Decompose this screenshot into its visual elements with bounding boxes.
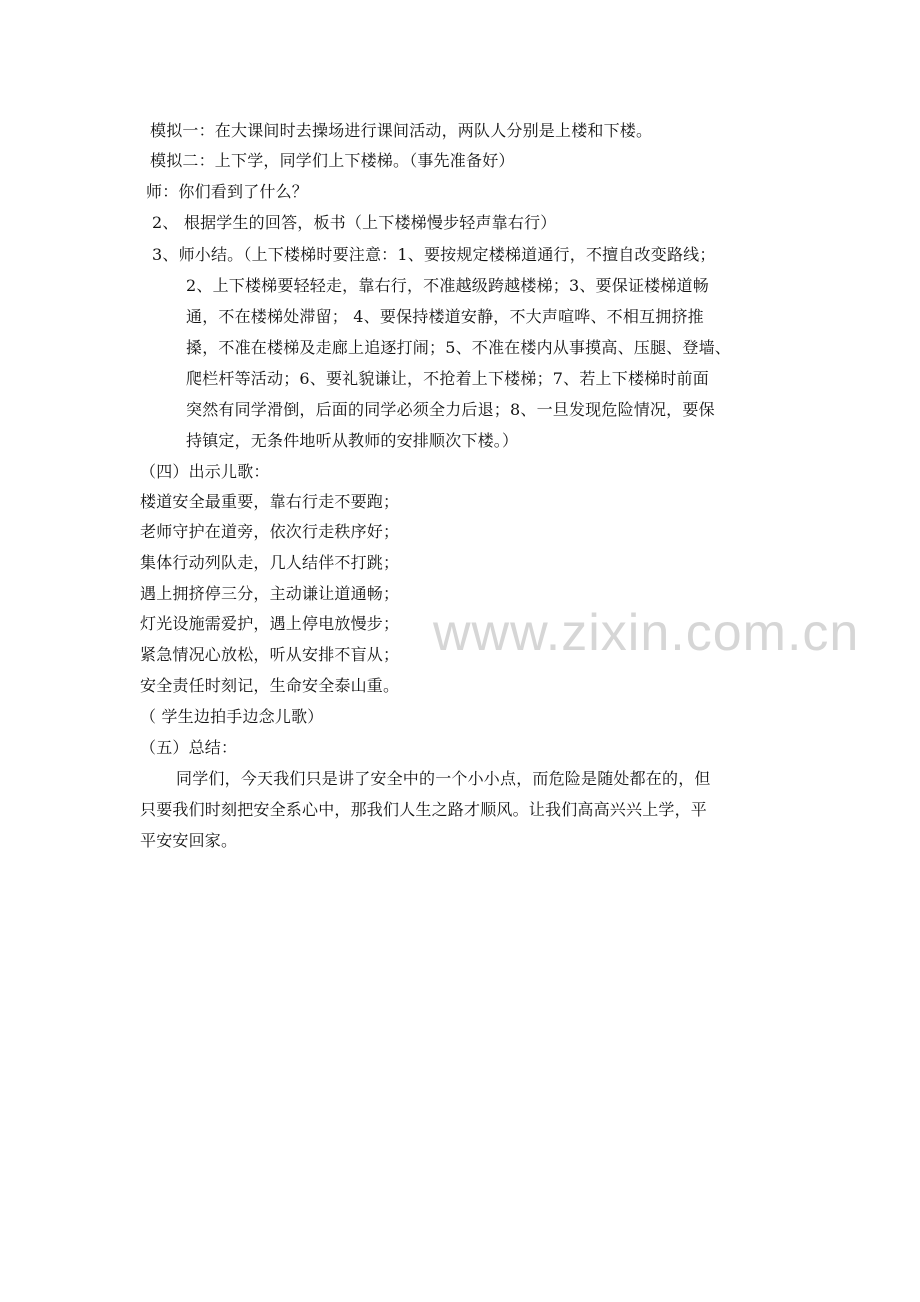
song-line-7: 安全责任时刻记，生命安全泰山重。	[140, 676, 400, 695]
text-line-step-3-cont-3: 搡，不准在楼梯及走廊上追逐打闹；5、不准在楼内从事摸高、压腿、登墙、	[186, 338, 731, 357]
summary-line-3: 平安安回家。	[140, 831, 238, 850]
song-line-2: 老师守护在道旁，依次行走秩序好；	[140, 522, 400, 541]
text-line-step-3-cont-4: 爬栏杆等活动；6、要礼貌谦让，不抢着上下楼梯；7、若上下楼梯时前面	[186, 369, 709, 388]
song-line-4: 遇上拥挤停三分，主动谦让道通畅；	[140, 584, 400, 603]
text-line-step-3-cont-6: 持镇定，无条件地听从教师的安排顺次下楼。）	[186, 431, 519, 450]
summary-line-2: 只要我们时刻把安全系心中，那我们人生之路才顺风。让我们高高兴兴上学，平	[140, 800, 708, 819]
text-line-step-3-cont-1: 2、上下楼梯要轻轻走，靠右行，不准越级跨越楼梯；3、要保证楼梯道畅	[186, 276, 709, 295]
text-line-step-3: 3、师小结。（上下楼梯时要注意：1、要按规定楼梯道通行，不擅自改变路线；	[152, 245, 716, 264]
song-line-1: 楼道安全最重要，靠右行走不要跑；	[140, 492, 400, 511]
section-heading-summary: （五）总结：	[140, 738, 238, 757]
watermark: www.zixin.com.cn	[433, 604, 860, 662]
text-line-step-3-cont-2: 通，不在楼梯处滞留； 4、要保持楼道安静，不大声喧哗、不相互拥挤推	[186, 307, 704, 326]
text-line-step-3-cont-5: 突然有同学滑倒，后面的同学必须全力后退；8、一旦发现危险情况，要保	[186, 400, 715, 419]
song-line-3: 集体行动列队走，几人结伴不打跳；	[140, 553, 400, 572]
song-line-5: 灯光设施需爱护，遇上停电放慢步；	[140, 614, 400, 633]
summary-line-1: 同学们，今天我们只是讲了安全中的一个小小点，而危险是随处都在的，但	[176, 769, 711, 788]
section-heading-song: （四）出示儿歌：	[140, 462, 270, 481]
text-line-teacher-question: 师：你们看到了什么？	[146, 182, 309, 201]
text-line-simulation-1: 模拟一：在大课间时去操场进行课间活动，两队人分别是上楼和下楼。	[150, 121, 653, 140]
text-line-step-2: 2、 根据学生的回答，板书（上下楼梯慢步轻声靠右行）	[152, 213, 557, 232]
song-line-6: 紧急情况心放松，听从安排不盲从；	[140, 645, 400, 664]
text-line-simulation-2: 模拟二：上下学，同学们上下楼梯。（事先准备好）	[150, 151, 515, 170]
text-line-students-clap: （ 学生边拍手边念儿歌）	[140, 707, 324, 726]
